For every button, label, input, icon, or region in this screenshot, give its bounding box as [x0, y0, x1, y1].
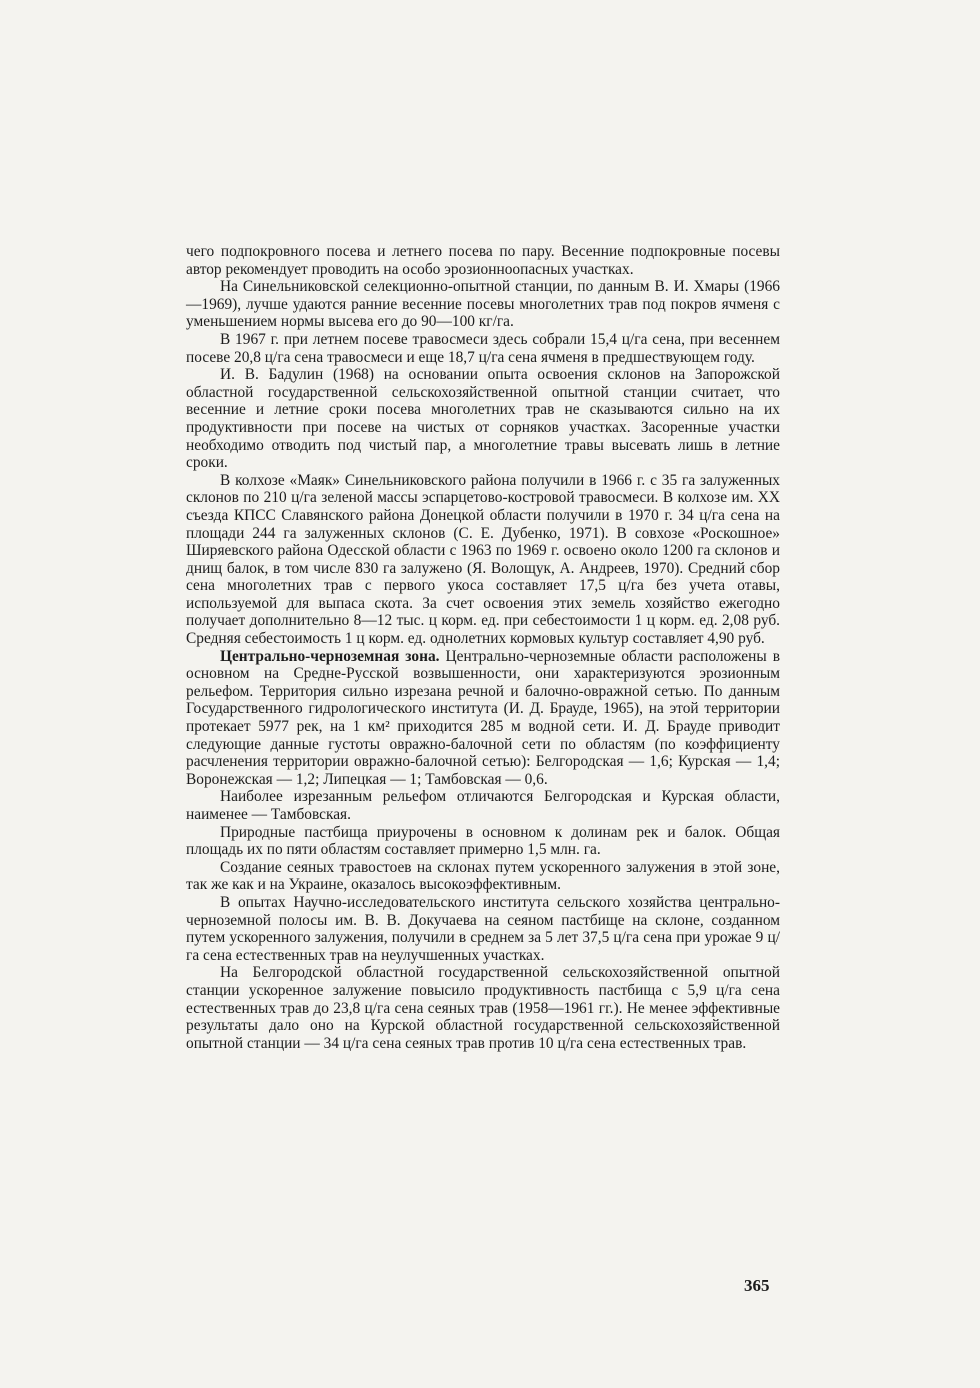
zone-heading: Центрально-черноземная зона. [220, 647, 440, 665]
paragraph-dokuchaev-institute: В опытах Научно-исследовательского института сельского хозяйства центрально-черноземной полосы им. В. В. Докучаева на сеяном пастбище на склоне, созданном путем ускоренного залужения, получили в среднем за 5 лет 37,5 ц/га сена при урожае 9 ц/га сена естественных трав на неулучшенных участках. [186, 893, 780, 964]
paragraph-badulin: И. В. Бадулин (1968) на основании опыта освоения склонов на Запорожской областной государственной сельскохозяйственной опытной станции считает, что весенние и летние сроки посева многолетних трав не сказываются сильно на их продуктивности при посеве на чистых от сорняков участках. Засоренные участки необходимо отводить под чистый пар, а многолетние травы высевать лишь в летние сроки. [186, 366, 780, 472]
paragraph-pastures: Природные пастбища приурочены в основном к долинам рек и балок. Общая площадь их по пяти областям составляет примерно 1,5 млн. га. [186, 823, 780, 859]
paragraph-belgorod-station: На Белгородской областной государственной сельскохозяйственной опытной станции ускоренное залужение повысило продуктивность пастбища с 5,9 ц/га сена естественных трав до 23,8 ц/га сена сеяных трав (1958—1961 гг.). Не менее эффективные результаты дало оно на Курской областной государственной сельскохозяйственной опытной станции — 34 ц/га сена сеяных трав против 10 ц/га сена естественных трав. [186, 964, 780, 1052]
paragraph-kolkhoz-mayak: В колхозе «Маяк» Синельниковского района получили в 1966 г. с 35 га залуженных склонов по 210 ц/га зеленой массы эспарцетово-костровой травосмеси. В колхозе им. XX съезда КПСС Славянского района Донецкой области получили в 1970 г. 34 ц/га сена на площади 244 га залуженных склонов (С. Е. Дубенко, 1971). В совхозе «Роскошное» Ширяевского района Одесской области с 1963 по 1969 г. освоено около 1200 га склонов и днищ балок, в том числе 830 га залужено (Я. Волощук, А. Андреев, 1970). Средний сбор сена многолетних трав с первого укоса составляет 17,5 ц/га без учета отавы, используемой для выпаса скота. За счет освоения этих земель хозяйство ежегодно получает дополнительно 8—12 тыс. ц корм. ед. при себестоимости 1 ц корм. ед. 2,08 руб. Средняя себестоимость 1 ц корм. ед. однолетних кормовых культур составляет 4,90 руб. [186, 471, 780, 648]
zone-paragraph-text: Центрально-черноземные области расположены в основном на Средне-Русской возвышенности, они характеризуются эрозионным рельефом. Территория сильно изрезана речной и балочно-овражной сетью. По данным Государственного гидрологического института (И. Д. Брауде, 1965), на этой территории протекает 5977 рек, на 1 км² приходится 285 м водной сети. И. Д. Брауде приводит следующие данные густоты овражно-балочной сети по областям (по коэффициенту расчленения территории овражно-балочной сетью): Белгородская — 1,6; Курская — 1,4; Воронежская — 1,2; Липецкая — 1; Тамбовская — 0,6. [186, 647, 780, 788]
paragraph-1967-yield: В 1967 г. при летнем посеве травосмеси здесь собрали 15,4 ц/га сена, при весеннем посеве 20,8 ц/га сена травосмеси и еще 18,7 ц/га сена ячменя в предшествующем году. [186, 330, 780, 366]
paragraph-continuation: чего подпокровного посева и летнего посева по пару. Весенние подпокровные посевы автор рекомендует проводить на особо эрозионноопасных участках. [186, 243, 780, 278]
page-body [186, 243, 780, 1052]
paragraph-seeded-stands: Создание сеяных травостоев на склонах путем ускоренного залужения в этой зоне, так же как и на Украине, оказалось высокоэффективным. [186, 858, 780, 894]
paragraph-central-zone [186, 648, 780, 789]
paragraph-relief: Наиболее изрезанным рельефом отличаются Белгородская и Курская области, наименее — Тамбовская. [186, 788, 780, 823]
page-number: 365 [744, 1276, 770, 1295]
paragraph-sinelnikovo-station: На Синельниковской селекционно-опытной станции, по данным В. И. Хмары (1966—1969), лучше удаются ранние весенние посевы многолетних трав под покров ячменя с уменьшением нормы высева его до 90—100 кг/га. [186, 278, 780, 331]
